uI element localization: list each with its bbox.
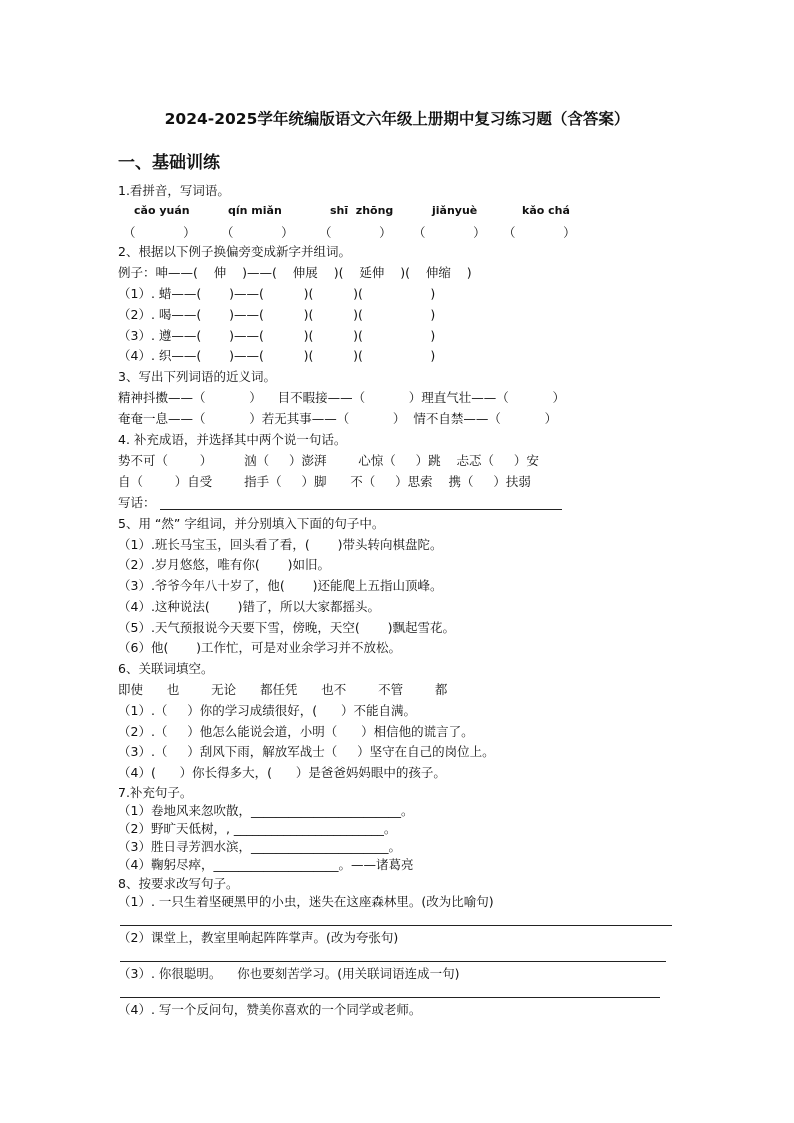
q2-heading: 2、根据以下例子换偏旁变成新字并组词。 xyxy=(118,244,351,259)
q6-row[interactable]: （3）.（ ）刮风下雨，解放军战士（ ）坚守在自己的岗位上。 xyxy=(118,744,495,759)
write-line[interactable] xyxy=(160,509,562,510)
q4-row[interactable]: 自（ ）自受 指手（ ）脚 不（ ）思索 携（ ）扶弱 xyxy=(118,474,531,489)
q4-heading: 4. 补充成语，并选择其中两个说一句话。 xyxy=(118,432,347,447)
q5-row[interactable]: （6）他( )工作忙，可是对业余学习并不放松。 xyxy=(118,640,402,655)
q3-heading: 3、写出下列词语的近义词。 xyxy=(118,369,276,384)
page-title: 2024-2025学年统编版语文六年级上册期中复习练习题（含答案） xyxy=(164,110,630,128)
q8-heading: 8、按要求改写句子。 xyxy=(118,876,239,891)
q5-heading: 5、用 “然” 字组词，并分别填入下面的句子中。 xyxy=(118,516,385,531)
q3-row[interactable]: 奄奄一息——（ ）若无其事——（ ） 情不自禁——（ ） xyxy=(118,411,558,426)
q4-row[interactable]: 势不可（ ） 汹（ ）澎湃 心惊（ ）跳 忐忑（ ）安 xyxy=(118,453,539,468)
section-heading: 一、基础训练 xyxy=(118,153,220,173)
q8-row: （2）课堂上，教室里响起阵阵掌声。(改为夸张句) xyxy=(118,930,399,945)
q8-row: （4）. 写一个反问句，赞美你喜欢的一个同学或老师。 xyxy=(118,1002,422,1017)
q3-row[interactable]: 精神抖擞——（ ） 目不暇接——（ ）理直气壮——（ ） xyxy=(118,390,566,405)
q6-row[interactable]: （4）( ）你长得多大，( ）是爸爸妈妈眼中的孩子。 xyxy=(118,765,446,780)
q6-row[interactable]: （1）.（ ）你的学习成绩很好，( ）不能自满。 xyxy=(118,703,417,718)
q7-row[interactable]: （2）野旷天低树，, ________________________。 xyxy=(118,821,397,836)
q5-row[interactable]: （1）.班长马宝玉，回头看了看，( )带头转向棋盘陀。 xyxy=(118,537,443,552)
q2-row[interactable]: （2）. 喝——( )——( )( )( ) xyxy=(118,307,436,322)
pinyin-4: jiǎnyuè xyxy=(432,204,478,217)
q7-row[interactable]: （1）卷地风来忽吹散，________________________。 xyxy=(118,803,414,818)
q8-row: （3）. 你很聪明。 你也要刻苦学习。(用关联词语连成一句) xyxy=(118,966,460,981)
q2-row[interactable]: （4）. 织——( )——( )( )( ) xyxy=(118,348,436,363)
q6-word-bank: 即使 也 无论 都任凭 也不 不管 都 xyxy=(118,682,448,697)
q4-write-label: 写话： xyxy=(118,495,156,510)
answer-blank-2[interactable]: （ ） xyxy=(221,225,294,240)
q7-heading: 7.补充句子。 xyxy=(118,785,193,800)
q2-row[interactable]: （3）. 遵——( )——( )( )( ) xyxy=(118,328,436,343)
q5-row[interactable]: （3）.爷爷今年八十岁了，他( )还能爬上五指山顶峰。 xyxy=(118,578,443,593)
q2-example: 例子：呻——( 伸 )——( 伸展 )( 延伸 )( 伸缩 ) xyxy=(118,265,472,280)
q6-row[interactable]: （2）.（ ）他怎么能说会道，小明（ ）相信他的谎言了。 xyxy=(118,724,474,739)
q6-heading: 6、关联词填空。 xyxy=(118,661,214,676)
answer-line[interactable] xyxy=(120,925,672,926)
q5-row[interactable]: （4）.这种说法( )错了，所以大家都摇头。 xyxy=(118,599,380,614)
q2-row[interactable]: （1）. 蜡——( )——( )( )( ) xyxy=(118,286,436,301)
pinyin-1: cǎo yuán xyxy=(134,204,190,217)
answer-line[interactable] xyxy=(120,961,666,962)
q5-row[interactable]: （5）.天气预报说今天要下雪，傍晚，天空( )飘起雪花。 xyxy=(118,620,455,635)
answer-line[interactable] xyxy=(120,997,660,998)
q7-row[interactable]: （4）鞠躬尽瘁，____________________。——诸葛亮 xyxy=(118,857,414,872)
answer-blank-3[interactable]: （ ） xyxy=(319,225,392,240)
answer-blank-4[interactable]: （ ） xyxy=(413,225,486,240)
answer-blank-1[interactable]: （ ） xyxy=(123,225,196,240)
q5-row[interactable]: （2）.岁月悠悠，唯有你( )如旧。 xyxy=(118,557,330,572)
q8-row: （1）. 一只生着坚硬黑甲的小虫，迷失在这座森林里。(改为比喻句) xyxy=(118,894,494,909)
pinyin-2: qín miǎn xyxy=(228,204,282,217)
pinyin-3: shī zhōng xyxy=(330,204,394,217)
answer-blank-5[interactable]: （ ） xyxy=(503,225,576,240)
q1-heading: 1.看拼音，写词语。 xyxy=(118,183,230,198)
q7-row[interactable]: （3）胜日寻芳泗水滨，______________________。 xyxy=(118,839,401,854)
pinyin-5: kǎo chá xyxy=(522,204,570,217)
